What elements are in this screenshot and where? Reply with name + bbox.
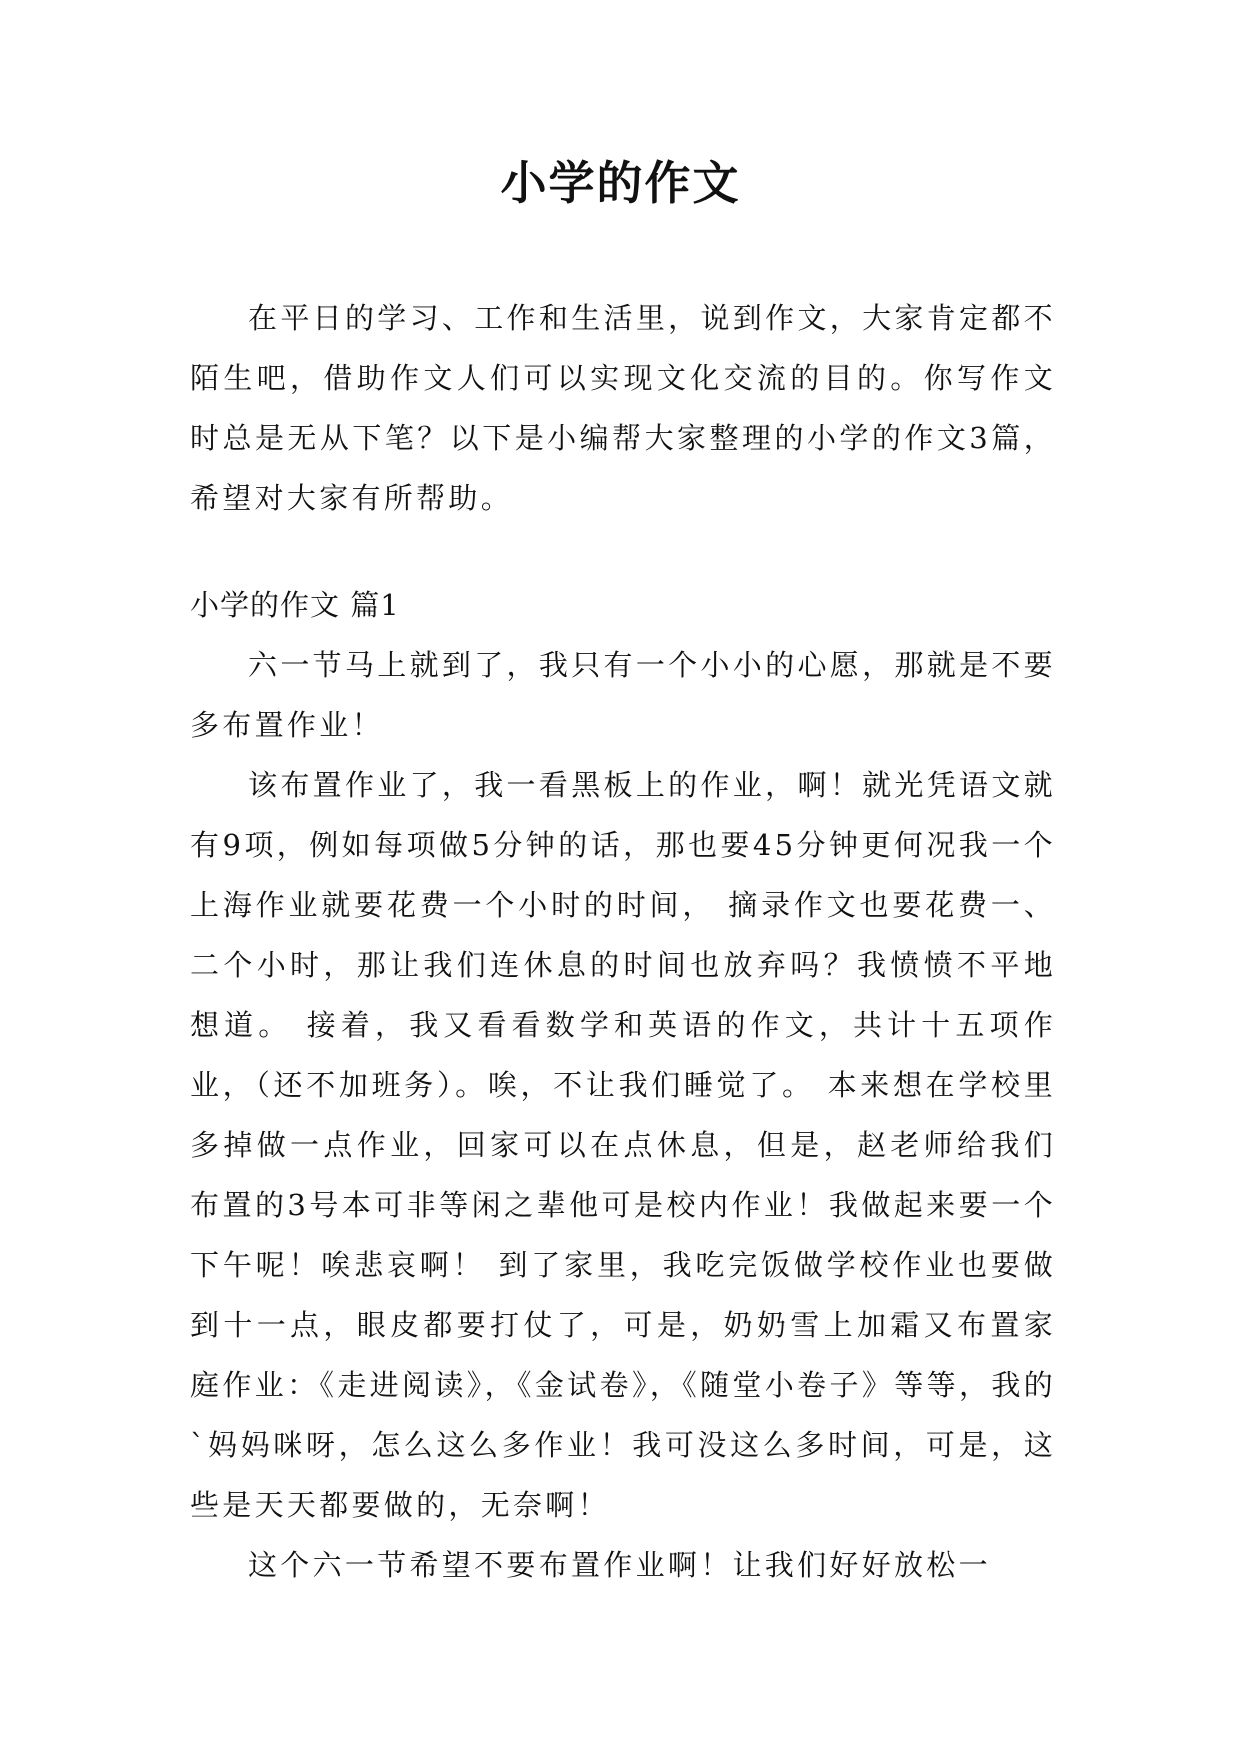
essay-paragraph-2: 该布置作业了，我一看黑板上的作业，啊！就光凭语文就有9项，例如每项做5分钟的话，那也要45分钟更何况我一个上海作业就要花费一个小时的时间， 摘录作文也要花费一、二个小时，那让我们连休息的时间也放弃吗？我愤愤不平地想道。 接着，我又看看数学和英语的作文，共计十五项作业，（还不加班务）。唉，不让我们睡觉了。 本来想在学校里多掉做一点作业，回家可以在点休息，但是，赵老师给我们布置的3号本可非等闲之辈他可是校内作业！我做起来要一个下午呢！唉悲哀啊！ 到了家里，我吃完饭做学校作业也要做到十一点，眼皮都要打仗了，可是，奶奶雪上加霜又布置家庭作业：《走进阅读》，《金试卷》，《随堂小卷子》等等，我的`妈妈咪呀，怎么这么多作业！我可没这么多时间，可是，这些是天天都要做的，无奈啊！	[190, 768, 1056, 1522]
section-heading: 小学的作文 篇1	[190, 588, 400, 622]
intro-paragraph: 在平日的学习、工作和生活里，说到作文，大家肯定都不陌生吧，借助作文人们可以实现文化交流的目的。你写作文时总是无从下笔？以下是小编帮大家整理的小学的作文3篇，希望对大家有所帮助。	[190, 301, 1056, 515]
essay-paragraph-1: 六一节马上就到了，我只有一个小小的心愿，那就是不要多布置作业！	[190, 648, 1056, 742]
page-title: 小学的作文	[500, 156, 741, 210]
essay-body	[190, 635, 1056, 1595]
essay-paragraph-3: 这个六一节希望不要布置作业啊！让我们好好放松一	[248, 1548, 991, 1582]
